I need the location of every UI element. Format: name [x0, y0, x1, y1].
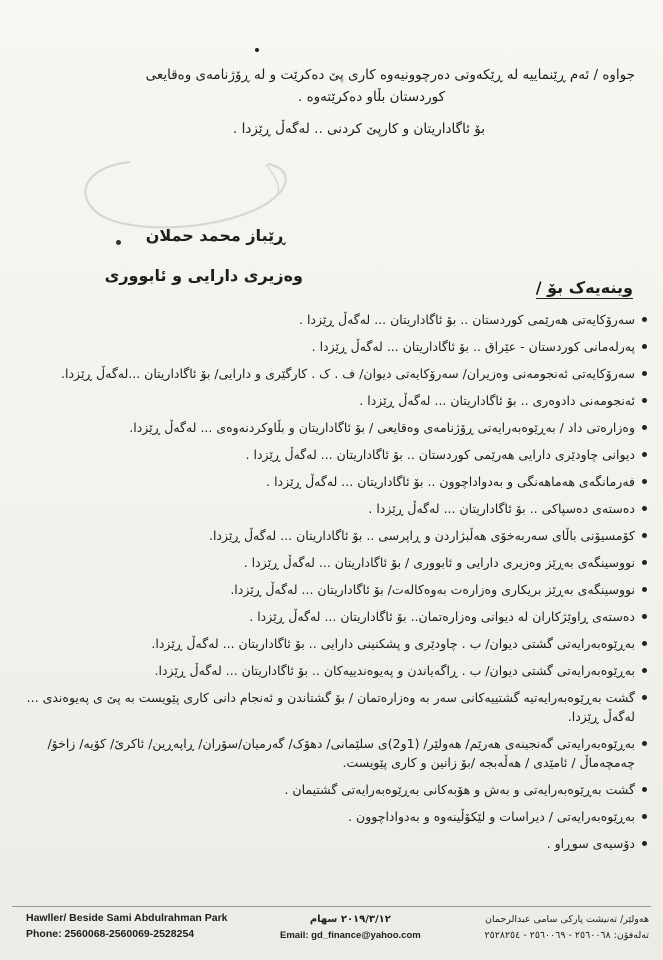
- intro-paragraph: [30, 64, 635, 140]
- list-item: دۆسیەی سوڕاو .: [19, 834, 649, 853]
- list-item: ئەنجومەنی دادوەری .. بۆ ئاگاداریتان ... لەگەڵ ڕێزدا .: [19, 391, 649, 410]
- list-item: بەڕێوەبەرایەتی گشتی دیوان/ ب . چاودێری و پشکنینی دارایی .. بۆ ئاگاداریتان ... لەگەڵ ڕێزدا.: [19, 634, 649, 653]
- footer-contact-en: [26, 910, 228, 942]
- list-item: گشت بەڕێوەبەرایەتی و بەش و هۆبەکانی بەڕێوەبەرایەتی گشتیمان .: [19, 780, 649, 799]
- list-item: بەڕێوەبەرایەتی گەنجینەی هەرێم/ هەولێر/ (1و2)ی سلێمانی/ دهۆک/ گەرمیان/سۆران/ ڕاپەڕین/ ئاکرێ/ کۆیە/ زاخۆ/ چەمچەماڵ / ئامێدی / هەڵەبجە /بۆ زانین و کاری پێویست.: [19, 734, 649, 772]
- footer-phone-ku: تەلەفۆن: ٢٥٦٠٠٦٨ - ٢٥٦٠٠٦٩ - ٢٥٢٨٢٥٤: [484, 930, 649, 941]
- list-item: پەرلەمانی کوردستان - عێراق .. بۆ ئاگاداریتان ... لەگەڵ ڕێزدا .: [19, 337, 649, 356]
- footer-center: [280, 912, 421, 944]
- copies-heading: وینەیەک بۆ /: [535, 278, 633, 297]
- intro-line-2: کوردستان بڵاو دەکرێتەوە .: [298, 89, 445, 105]
- recipients-list: [19, 310, 649, 861]
- list-item: نووسینگەی بەڕێز وەزیری دارایی و ئابووری / بۆ ئاگاداریتان ... لەگەڵ ڕێزدا .: [19, 553, 649, 572]
- footer-email: Email: gd_finance@yahoo.com: [280, 930, 421, 941]
- list-item: بەڕێوەبەرایەتی گشتی دیوان/ ب . ڕاگەیاندن و پەیوەندییەکان .. بۆ ئاگاداریتان ... لەگەڵ ڕێزدا.: [19, 661, 649, 680]
- signatory-title: وەزیری دارایی و ئابووری: [104, 266, 303, 285]
- list-item: دەستەی ڕاوێژکاران لە دیوانی وەزارەتمان.. بۆ ئاگاداریتان ... لەگەڵ ڕێزدا .: [19, 607, 649, 626]
- list-item: سەرۆکایەتی ئەنجومەنی وەزیران/ سەرۆکایەتی دیوان/ ف . ک . کارگێری و دارایی/ بۆ ئاگاداریتان ...لەگەڵ ڕێزدا.: [19, 364, 649, 383]
- footer-divider: [12, 906, 651, 907]
- footer-address-ku: هەولێر/ تەنیشت پارکی سامی عبدالرحمان: [485, 914, 649, 925]
- list-item: سەرۆکایەتی هەرێمی کوردستان .. بۆ ئاگاداریتان ... لەگەڵ ڕێزدا .: [19, 310, 649, 329]
- list-item: وەزارەتی داد / بەڕێوەبەرایەتی ڕۆژنامەی وەقایعی / بۆ ئاگاداریتان و بڵاوکردنەوەی ... لەگەڵ ڕێزدا.: [19, 418, 649, 437]
- list-item: فەرمانگەی هەماهەنگی و بەدواداچوون .. بۆ ئاگاداریتان ... لەگەڵ ڕێزدا .: [19, 472, 649, 491]
- footer-phone-en: Phone: 2560068-2560069-2528254: [26, 928, 195, 940]
- ink-dot: [255, 48, 259, 52]
- signatory-name: ڕێباز محمد حملان: [145, 226, 285, 245]
- list-item: دیوانی چاودێری دارایی هەرێمی کوردستان .. بۆ ئاگاداریتان ... لەگەڵ ڕێزدا .: [19, 445, 649, 464]
- list-item: نووسینگەی بەڕێز بریکاری وەزارەت بەوەکالەت/ بۆ ئاگاداریتان ... لەگەڵ ڕێزدا.: [19, 580, 649, 599]
- document-date: ٢٠١٩/٣/١٢ سهام: [309, 914, 391, 925]
- footer-contact-ku: [485, 912, 649, 944]
- intro-line-1: جواوە / ئەم ڕێنماییە لە ڕێکەوتی دەرچوونیەوە کاری پێ دەکرێت و لە ڕۆژنامەی وەقایعی: [145, 67, 635, 83]
- list-item: دەستەی دەسپاکی .. بۆ ئاگاداریتان ... لەگەڵ ڕێزدا .: [19, 499, 649, 518]
- list-item: گشت بەڕێوەبەرایەتیە گشتییەکانی سەر بە وەزارەتمان / بۆ گشتاندن و ئەنجام دانی کاری پێویست بە پێ ی پەیوەندی ... لەگەڵ ڕێزدا.: [19, 688, 649, 726]
- intro-line-3: بۆ ئاگاداریتان و کارپێ کردنی .. لەگەڵ ڕێزدا .: [232, 121, 485, 137]
- list-item: بەڕێوەبەرایەتی / دیراسات و لێکۆڵینەوە و بەدواداچوون .: [19, 807, 649, 826]
- footer-address-en: Hawller/ Beside Sami Abdulrahman Park: [26, 912, 228, 924]
- signature-dot: [116, 240, 121, 245]
- list-item: کۆمسیۆنی باڵای سەربەخۆی هەڵبژاردن و ڕاپرسی .. بۆ ئاگاداریتان ... لەگەڵ ڕێزدا.: [19, 526, 649, 545]
